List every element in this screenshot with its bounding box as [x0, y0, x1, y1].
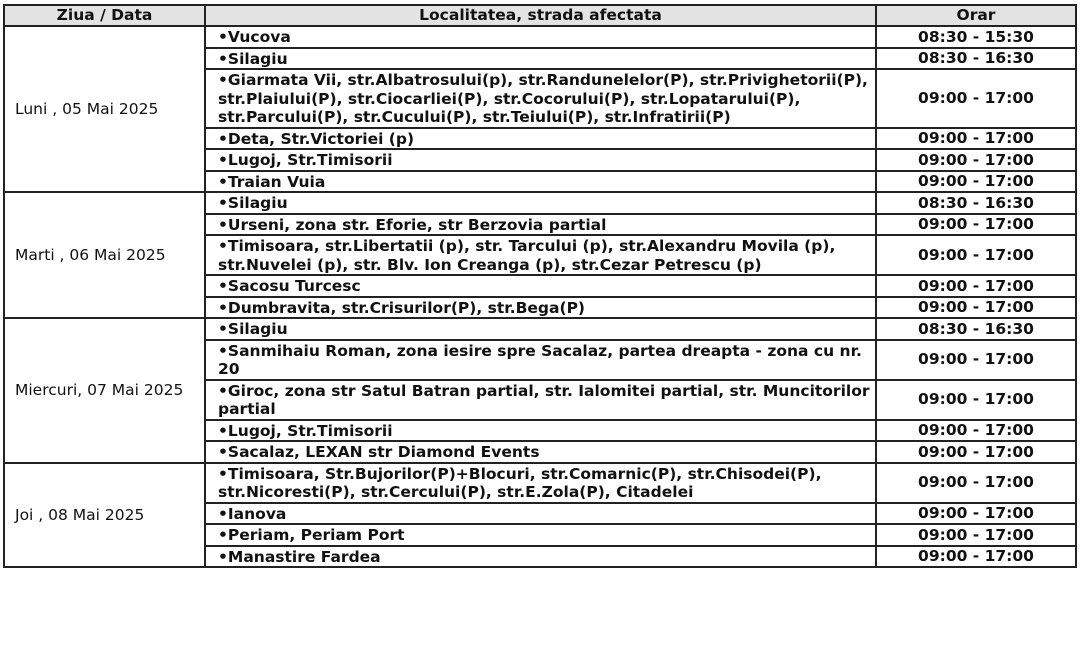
- header-location: Localitatea, strada afectata: [205, 5, 876, 26]
- time-cell: 09:00 - 17:00: [876, 149, 1076, 171]
- time-cell: 09:00 - 17:00: [876, 128, 1076, 150]
- location-cell: •Vucova: [205, 26, 876, 48]
- location-cell: •Deta, Str.Victoriei (p): [205, 128, 876, 150]
- time-cell: 09:00 - 17:00: [876, 524, 1076, 546]
- day-cell: Miercuri, 07 Mai 2025: [4, 318, 205, 463]
- table-header: [4, 5, 1076, 26]
- time-cell: 09:00 - 17:00: [876, 235, 1076, 275]
- location-cell: •Ianova: [205, 503, 876, 525]
- header-time: Orar: [876, 5, 1076, 26]
- location-cell: •Sacosu Turcesc: [205, 275, 876, 297]
- time-cell: 09:00 - 17:00: [876, 214, 1076, 236]
- time-cell: 09:00 - 17:00: [876, 380, 1076, 420]
- time-cell: 09:00 - 17:00: [876, 503, 1076, 525]
- header-day: Ziua / Data: [4, 5, 205, 26]
- time-cell: 09:00 - 17:00: [876, 171, 1076, 193]
- header-row: [4, 5, 1076, 26]
- location-cell: •Timisoara, str.Libertatii (p), str. Tarcului (p), str.Alexandru Movila (p), str.Nuvelei (p), str. Blv. Ion Creanga (p), str.Cezar Petrescu (p): [205, 235, 876, 275]
- time-cell: 09:00 - 17:00: [876, 340, 1076, 380]
- location-cell: •Urseni, zona str. Eforie, str Berzovia partial: [205, 214, 876, 236]
- location-cell: •Lugoj, Str.Timisorii: [205, 149, 876, 171]
- location-cell: •Manastire Fardea: [205, 546, 876, 568]
- location-cell: •Timisoara, Str.Bujorilor(P)+Blocuri, str.Comarnic(P), str.Chisodei(P), str.Nicoresti(P), str.Cercului(P), str.E.Zola(P), Citadelei: [205, 463, 876, 503]
- location-cell: •Periam, Periam Port: [205, 524, 876, 546]
- table-row: [4, 463, 1076, 503]
- time-cell: 08:30 - 15:30: [876, 26, 1076, 48]
- time-cell: 09:00 - 17:00: [876, 546, 1076, 568]
- location-cell: •Sanmihaiu Roman, zona iesire spre Sacalaz, partea dreapta - zona cu nr. 20: [205, 340, 876, 380]
- time-cell: 09:00 - 17:00: [876, 275, 1076, 297]
- location-cell: •Sacalaz, LEXAN str Diamond Events: [205, 441, 876, 463]
- location-cell: •Giarmata Vii, str.Albatrosului(p), str.Randunelelor(P), str.Privighetorii(P), str.Plaiului(P), str.Ciocarliei(P), str.Cocorului(P), str.Lopatarului(P), str.Parcului(P), str.Cucului(P), str.Teiului(P), str.Infratirii(P): [205, 69, 876, 128]
- location-cell: •Silagiu: [205, 192, 876, 214]
- table-row: [4, 192, 1076, 214]
- location-cell: •Giroc, zona str Satul Batran partial, str. Ialomitei partial, str. Muncitorilor partial: [205, 380, 876, 420]
- table-row: [4, 318, 1076, 340]
- day-cell: Marti , 06 Mai 2025: [4, 192, 205, 318]
- time-cell: 09:00 - 17:00: [876, 441, 1076, 463]
- location-cell: •Dumbravita, str.Crisurilor(P), str.Bega(P): [205, 297, 876, 319]
- schedule-table: [3, 4, 1077, 568]
- time-cell: 09:00 - 17:00: [876, 420, 1076, 442]
- location-cell: •Traian Vuia: [205, 171, 876, 193]
- table-row: [4, 26, 1076, 48]
- day-cell: Joi , 08 Mai 2025: [4, 463, 205, 568]
- day-cell: Luni , 05 Mai 2025: [4, 26, 205, 192]
- time-cell: 08:30 - 16:30: [876, 192, 1076, 214]
- time-cell: 09:00 - 17:00: [876, 69, 1076, 128]
- time-cell: 09:00 - 17:00: [876, 463, 1076, 503]
- time-cell: 09:00 - 17:00: [876, 297, 1076, 319]
- location-cell: •Lugoj, Str.Timisorii: [205, 420, 876, 442]
- location-cell: •Silagiu: [205, 318, 876, 340]
- time-cell: 08:30 - 16:30: [876, 318, 1076, 340]
- location-cell: •Silagiu: [205, 48, 876, 70]
- time-cell: 08:30 - 16:30: [876, 48, 1076, 70]
- table-body: [4, 26, 1076, 567]
